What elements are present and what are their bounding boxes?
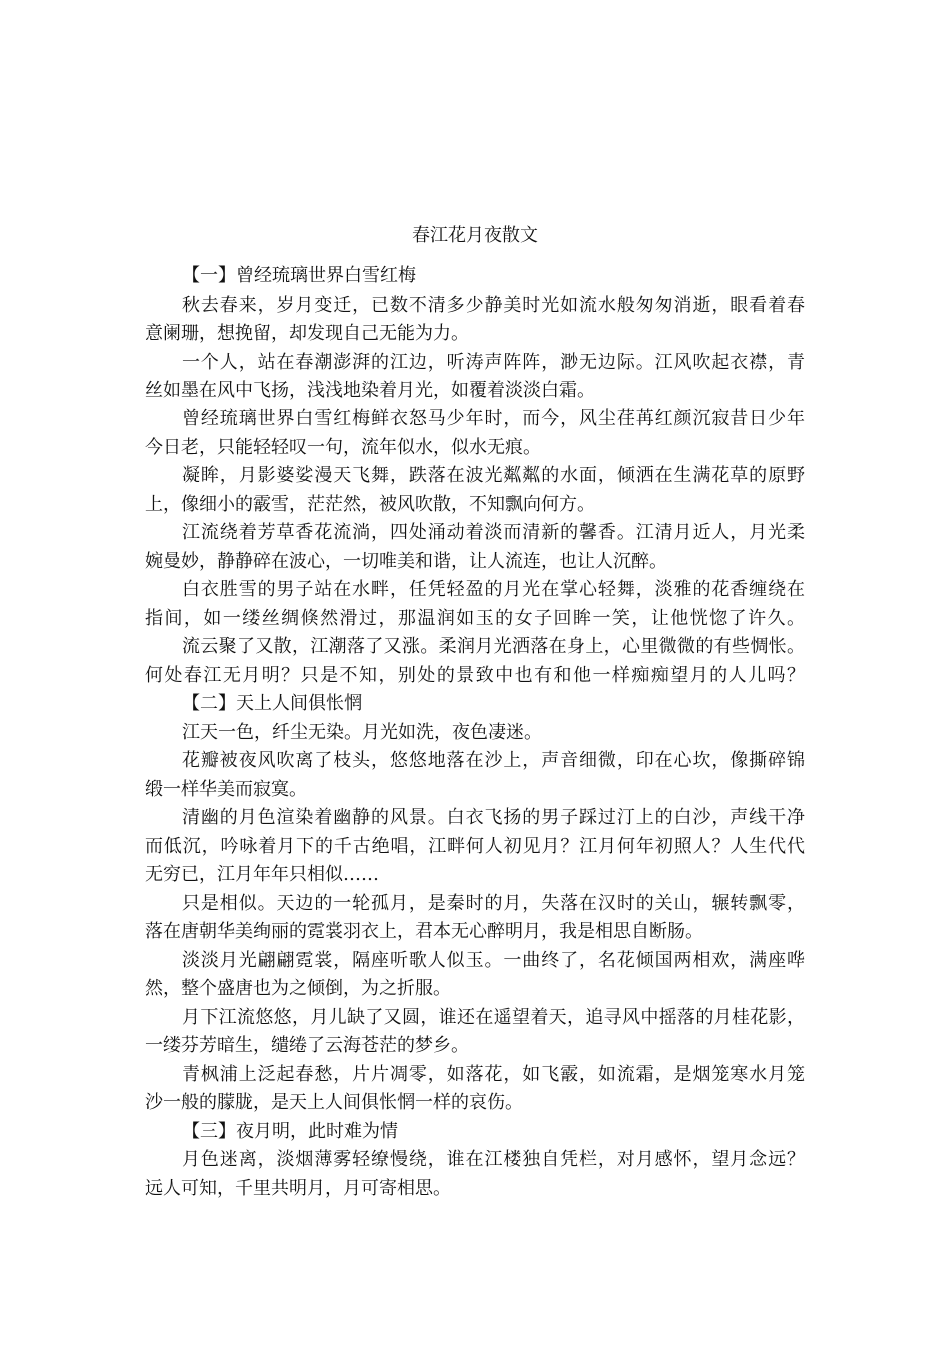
paragraph-line: 上，像细小的霰雪，茫茫然，被风吹散，不知飘向何方。 xyxy=(145,494,595,515)
section-heading-2: 【二】天上人间俱怅惘 xyxy=(182,693,362,714)
paragraph-line: 指间，如一缕丝绸倏然滑过，那温润如玉的女子回眸一笑，让他恍惚了许久。 xyxy=(145,608,805,629)
section-heading-1: 【一】曾经琉璃世界白雪红梅 xyxy=(182,265,416,286)
paragraph-line: 江天一色，纤尘无染。月光如洗，夜色凄迷。 xyxy=(182,722,542,743)
paragraph-line: 然，整个盛唐也为之倾倒，为之折服。 xyxy=(145,978,451,999)
paragraph-line: 只是相似。天边的一轮孤月，是秦时的月，失落在汉时的关山，辗转飘零， xyxy=(182,893,805,914)
paragraph-line: 白衣胜雪的男子站在水畔，任凭轻盈的月光在掌心轻舞，淡雅的花香缠绕在 xyxy=(182,579,805,600)
paragraph-line: 何处春江无月明？只是不知，别处的景致中也有和他一样痴痴望月的人儿吗？ xyxy=(145,665,805,686)
paragraph-line: 丝如墨在风中飞扬，浅浅地染着月光，如覆着淡淡白霜。 xyxy=(145,380,595,401)
paragraph-line: 曾经琉璃世界白雪红梅鲜衣怒马少年时，而今，风尘荏苒红颜沉寂昔日少年 xyxy=(182,408,805,429)
paragraph-line: 一个人，站在春潮澎湃的江边，听涛声阵阵，渺无边际。江风吹起衣襟，青 xyxy=(182,352,805,373)
section-heading-3: 【三】夜月明，此时难为情 xyxy=(182,1121,398,1142)
paragraph-line: 今日老，只能轻轻叹一句，流年似水，似水无痕。 xyxy=(145,437,541,458)
paragraph-line: 婉曼妙，静静碎在波心，一切唯美和谐，让人流连，也让人沉醉。 xyxy=(145,551,667,572)
paragraph-line: 意阑珊，想挽留，却发现自己无能为力。 xyxy=(145,323,469,344)
paragraph-line: 无穷已，江月年年只相似…… xyxy=(145,864,379,885)
paragraph-line: 缎一样华美而寂寞。 xyxy=(145,779,307,800)
paragraph-line: 落在唐朝华美绚丽的霓裳羽衣上，君本无心醉明月，我是相思自断肠。 xyxy=(145,921,703,942)
paragraph-line: 流云聚了又散，江潮落了又涨。柔润月光洒落在身上，心里微微的有些惆怅。 xyxy=(182,636,805,657)
paragraph-line: 秋去春来，岁月变迁，已数不清多少静美时光如流水般匆匆消逝，眼看着春 xyxy=(182,295,805,316)
paragraph-line: 青枫浦上泛起春愁，片片凋零，如落花，如飞霰，如流霜，是烟笼寒水月笼 xyxy=(182,1064,805,1085)
paragraph-line: 月下江流悠悠，月儿缺了又圆，谁还在遥望着天，追寻风中摇落的月桂花影， xyxy=(182,1007,805,1028)
paragraph-line: 淡淡月光翩翩霓裳，隔座听歌人似玉。一曲终了，名花倾国两相欢，满座哗 xyxy=(182,950,805,971)
paragraph-line: 花瓣被夜风吹离了枝头，悠悠地落在沙上，声音细微，印在心坎，像撕碎锦 xyxy=(182,750,805,771)
paragraph-line: 而低沉，吟咏着月下的千古绝唱，江畔何人初见月？江月何年初照人？人生代代 xyxy=(145,836,805,857)
paragraph-line: 沙一般的朦胧，是天上人间俱怅惘一样的哀伤。 xyxy=(145,1092,523,1113)
paragraph-line: 江流绕着芳草香花流淌，四处涌动着淡而清新的馨香。江清月近人，月光柔 xyxy=(182,522,805,543)
paragraph-line: 月色迷离，淡烟薄雾轻缭慢绕，谁在江楼独自凭栏，对月感怀，望月念远？ xyxy=(182,1149,805,1170)
paragraph-line: 远人可知，千里共明月，月可寄相思。 xyxy=(145,1178,451,1199)
paragraph-line: 清幽的月色渲染着幽静的风景。白衣飞扬的男子踩过汀上的白沙，声线干净 xyxy=(182,807,805,828)
document-title: 春江花月夜散文 xyxy=(412,225,538,246)
paragraph-line: 一缕芬芳暗生，缱绻了云海苍茫的梦乡。 xyxy=(145,1035,469,1056)
paragraph-line: 凝眸，月影婆娑漫天飞舞，跌落在波光粼粼的水面，倾洒在生满花草的原野 xyxy=(182,465,805,486)
